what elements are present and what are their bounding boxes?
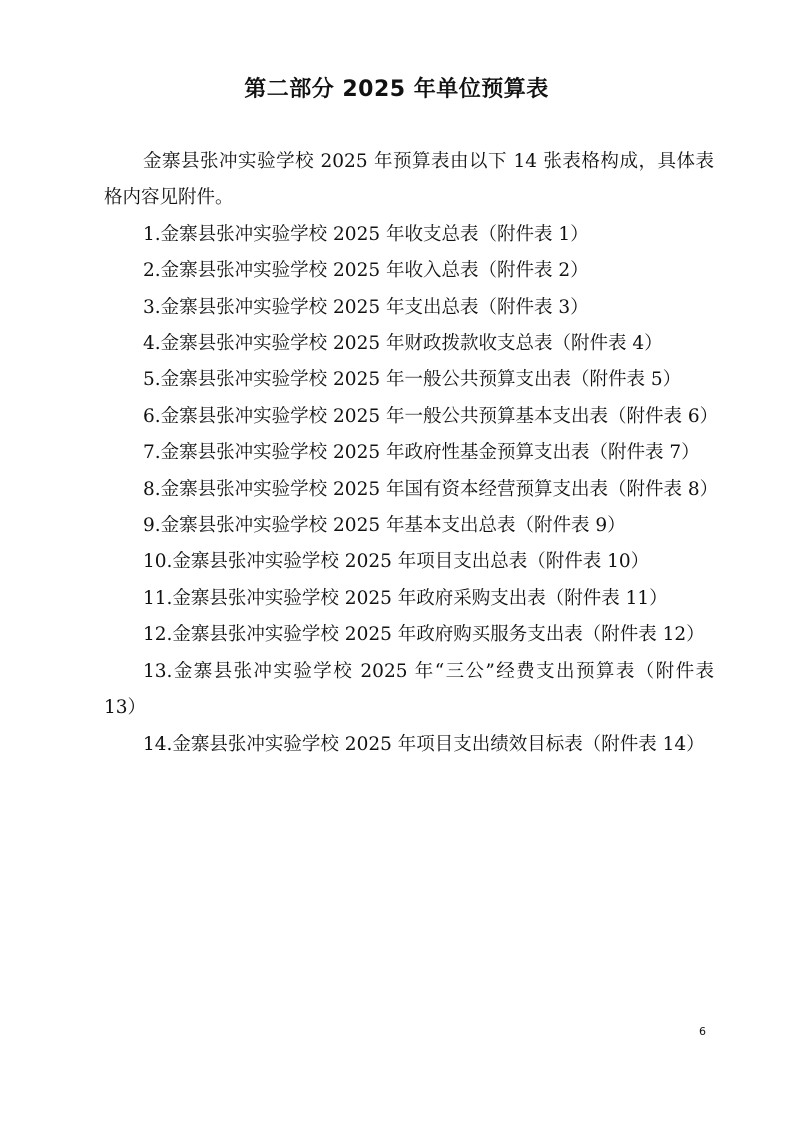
list-item-13: 13.金寨县张冲实验学校 2025 年“三公”经费支出预算表（附件表 13） bbox=[104, 660, 714, 719]
page-title: 第二部分 2025 年单位预算表 bbox=[244, 77, 549, 102]
list-item-12: 12.金寨县张冲实验学校 2025 年政府购买服务支出表（附件表 12） bbox=[143, 624, 705, 646]
page-number: 6 bbox=[699, 1025, 706, 1038]
list-item-11: 11.金寨县张冲实验学校 2025 年政府采购支出表（附件表 11） bbox=[143, 587, 668, 609]
document-body bbox=[104, 144, 719, 763]
list-item-6: 6.金寨县张冲实验学校 2025 年一般公共预算基本支出表（附件表 6） bbox=[143, 405, 719, 427]
list-item-1: 1.金寨县张冲实验学校 2025 年收支总表（附件表 1） bbox=[143, 223, 589, 245]
list-item-5: 5.金寨县张冲实验学校 2025 年一般公共预算支出表（附件表 5） bbox=[143, 369, 682, 391]
list-item-3: 3.金寨县张冲实验学校 2025 年支出总表（附件表 3） bbox=[143, 296, 589, 318]
list-item-10: 10.金寨县张冲实验学校 2025 年项目支出总表（附件表 10） bbox=[143, 551, 650, 573]
intro-paragraph: 金寨县张冲实验学校 2025 年预算表由以下 14 张表格构成，具体表格内容见附件。 bbox=[104, 151, 714, 209]
list-item-4: 4.金寨县张冲实验学校 2025 年财政拨款收支总表（附件表 4） bbox=[143, 333, 663, 355]
list-item-9: 9.金寨县张冲实验学校 2025 年基本支出总表（附件表 9） bbox=[143, 515, 626, 537]
list-item-8: 8.金寨县张冲实验学校 2025 年国有资本经营预算支出表（附件表 8） bbox=[143, 478, 719, 500]
list-item-2: 2.金寨县张冲实验学校 2025 年收入总表（附件表 2） bbox=[143, 260, 589, 282]
list-item-14: 14.金寨县张冲实验学校 2025 年项目支出绩效目标表（附件表 14） bbox=[143, 733, 705, 755]
list-item-7: 7.金寨县张冲实验学校 2025 年政府性基金预算支出表（附件表 7） bbox=[143, 442, 700, 464]
